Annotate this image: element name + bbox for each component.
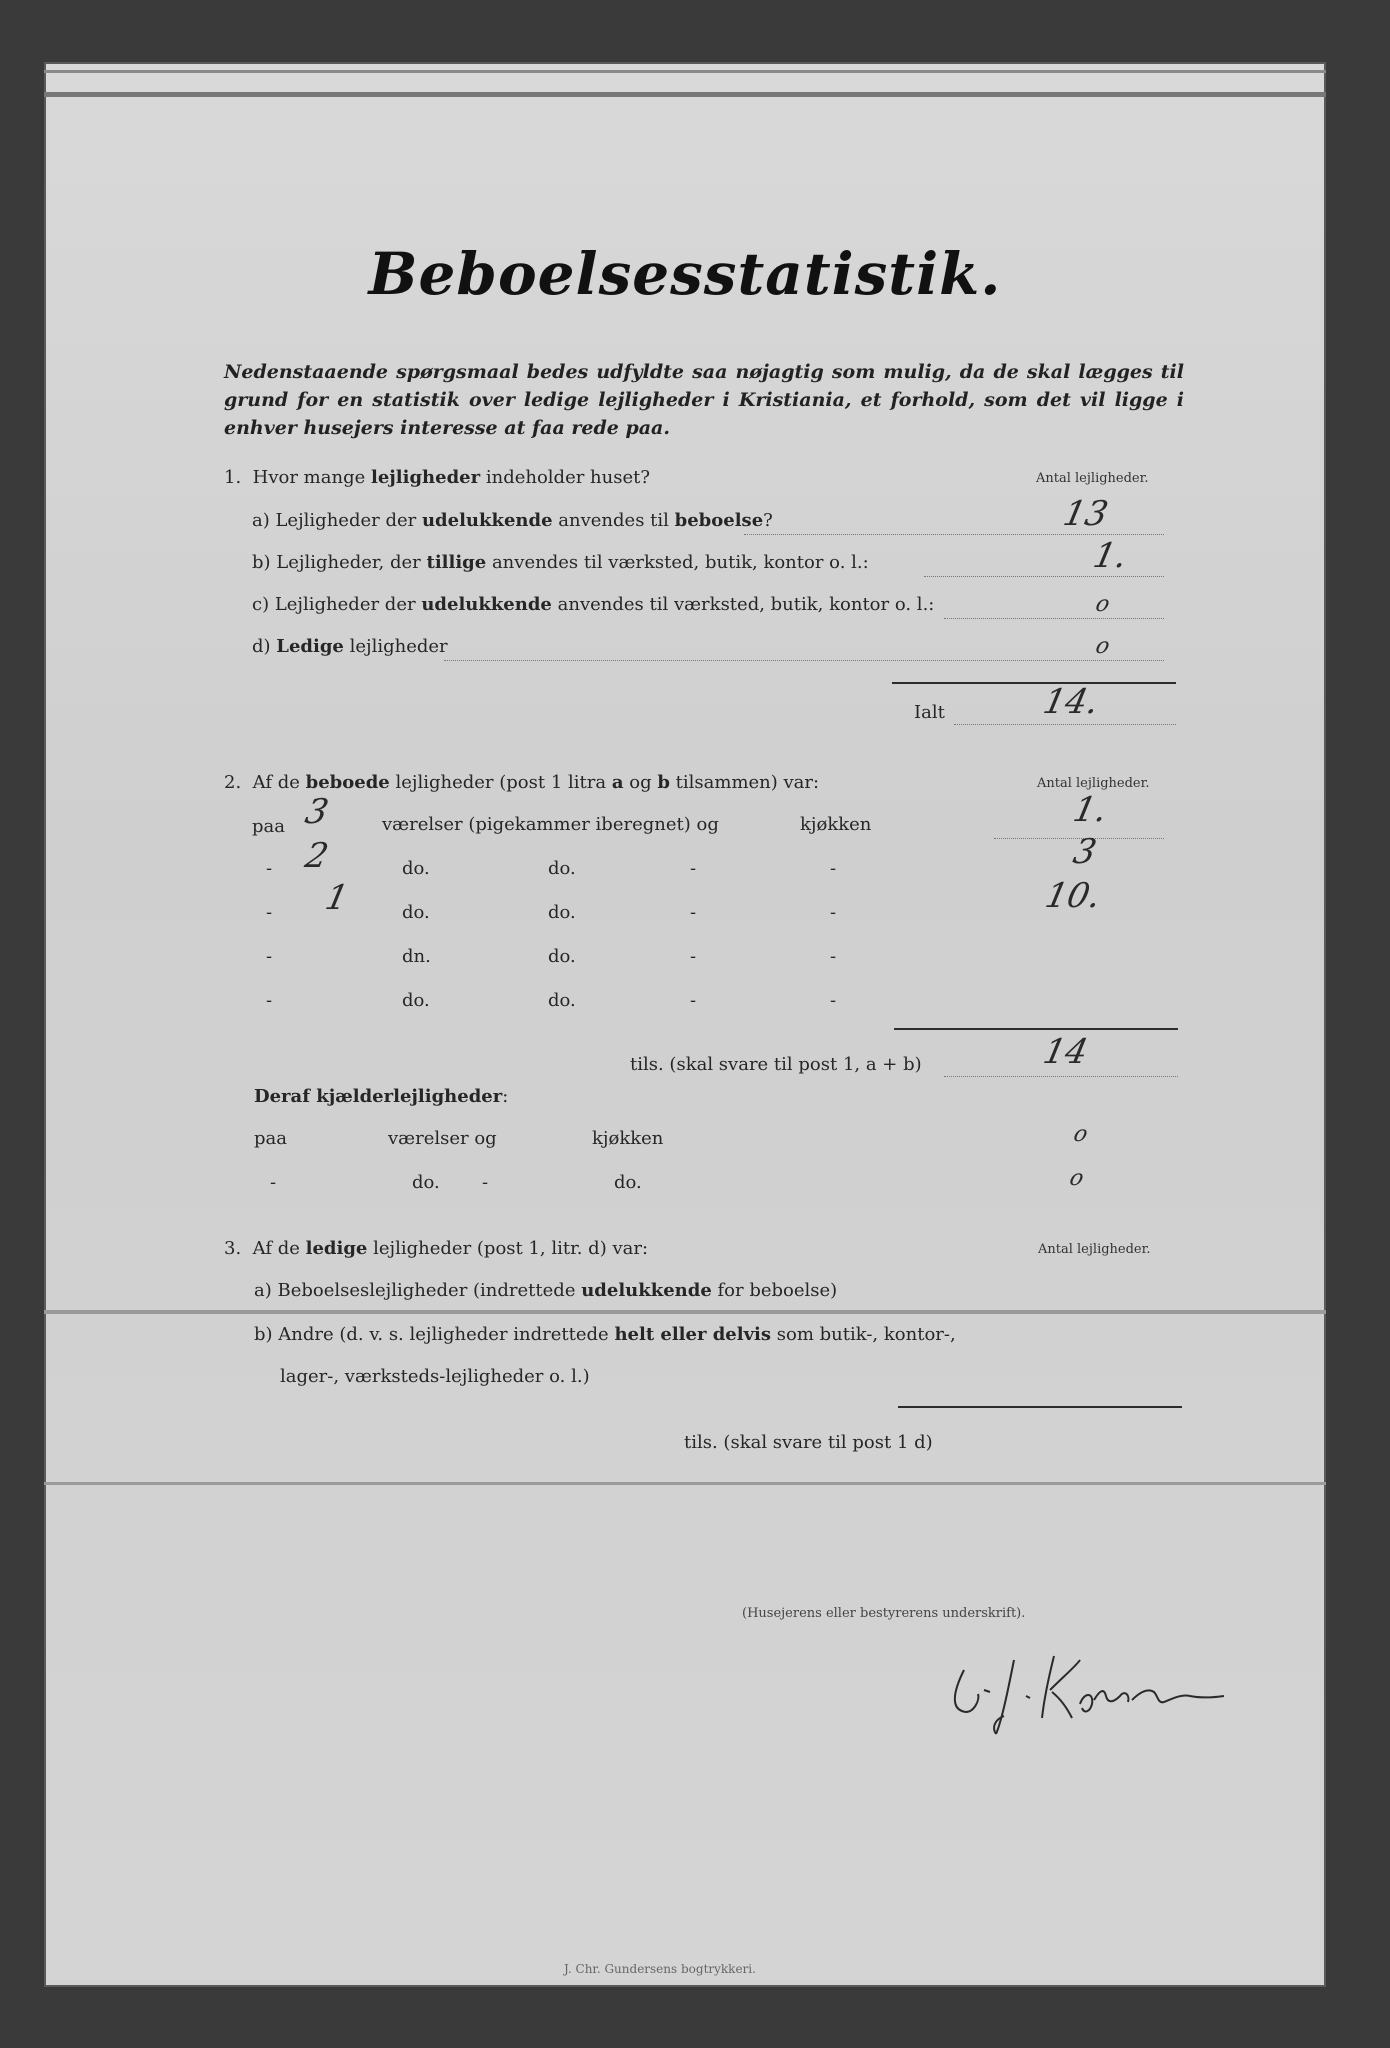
q1-row-b-label: b) Lejligheder, der tillige anvendes til værksted, butik, kontor o. l.: bbox=[252, 552, 869, 573]
binding-line-top bbox=[44, 70, 1326, 73]
q2-cellar-row2-dash: - bbox=[270, 1172, 277, 1193]
q2-row5-dash3: - bbox=[690, 990, 697, 1011]
q2-row3-value[interactable]: 10. bbox=[1041, 876, 1105, 916]
q1-row-a-value[interactable]: 13 bbox=[1059, 494, 1112, 534]
q2-row4-do1: dn. bbox=[402, 946, 431, 967]
q1-row-c-value[interactable]: o bbox=[1093, 592, 1112, 617]
q2-row4-dash: - bbox=[266, 946, 273, 967]
q2-total-label: tils. (skal svare til post 1, a + b) bbox=[630, 1054, 922, 1075]
q2-row2-do1: do. bbox=[402, 858, 430, 879]
q2-row2-value[interactable]: 3 bbox=[1069, 832, 1100, 872]
q3-row-b-label: b) Andre (d. v. s. lejligheder indrettede helt eller delvis som butik-, kontor-, bbox=[254, 1324, 956, 1345]
q2-row2-rooms[interactable]: 2 bbox=[301, 836, 332, 876]
q1-row-c-dots bbox=[944, 618, 1164, 619]
q2-cellar-title: Deraf kjælderlejligheder: bbox=[254, 1086, 509, 1107]
q2-total-dots bbox=[944, 1076, 1178, 1077]
q1-row-a-label: a) Lejligheder der udelukkende anvendes til beboelse? bbox=[252, 510, 773, 531]
q2-row5-dash: - bbox=[266, 990, 273, 1011]
q2-cellar-row2-do1: do. bbox=[412, 1172, 440, 1193]
intro-paragraph: Nedenstaaende spørgsmaal bedes udfyldte saa nøjagtig som mulig, da de skal lægges til grund for en statistik over ledige lejligheder i Kristiania, et forhold, som det vil ligge i enhver husejers interesse at faa rede paa. bbox=[224, 361, 1184, 439]
q1-row-b-dots bbox=[924, 576, 1164, 577]
q2-row4-dash3: - bbox=[690, 946, 697, 967]
q2-cellar-row1-value[interactable]: o bbox=[1071, 1122, 1090, 1147]
q1-total-value[interactable]: 14. bbox=[1039, 682, 1103, 722]
signature-icon bbox=[944, 1630, 1244, 1740]
q1-row-d-dots bbox=[444, 660, 1164, 661]
q2-row3-do1: do. bbox=[402, 902, 430, 923]
q2-row2-do2: do. bbox=[548, 858, 576, 879]
q1-row-d-label: d) Ledige lejligheder bbox=[252, 636, 448, 657]
q1-row-b-value[interactable]: 1. bbox=[1089, 536, 1131, 576]
q2-row5-do1: do. bbox=[402, 990, 430, 1011]
signature-caption: (Husejerens eller bestyrerens underskrift). bbox=[742, 1606, 1026, 1621]
q2-cellar-row2-value[interactable]: o bbox=[1067, 1166, 1086, 1191]
q1-row-a-dots bbox=[744, 534, 1164, 535]
q2-heading: 2. Af de beboede lejligheder (post 1 litra a og b tilsammen) var: bbox=[224, 772, 820, 793]
q2-cellar-row1-paa: paa bbox=[254, 1128, 287, 1149]
q2-row3-dash3: - bbox=[690, 902, 697, 923]
q2-row2-dash3: - bbox=[690, 858, 697, 879]
q2-row4-dash4: - bbox=[830, 946, 837, 967]
q2-cellar-row1-kitchen: kjøkken bbox=[592, 1128, 664, 1149]
q1-row-c-label: c) Lejligheder der udelukkende anvendes til værksted, butik, kontor o. l.: bbox=[252, 594, 935, 615]
q3-row-a-label: a) Beboelseslejligheder (indrettede udelukkende for beboelse) bbox=[254, 1280, 838, 1301]
q3-heading: 3. Af de ledige lejligheder (post 1, litr. d) var: bbox=[224, 1238, 649, 1259]
q2-row2-dash: - bbox=[266, 858, 273, 879]
q2-row3-do2: do. bbox=[548, 902, 576, 923]
q1-column-header: Antal lejligheder. bbox=[1036, 471, 1149, 486]
q3-column-header: Antal lejligheder. bbox=[1038, 1242, 1151, 1257]
q2-cellar-row2-dash2: - bbox=[482, 1172, 489, 1193]
q2-total-value[interactable]: 14 bbox=[1039, 1032, 1092, 1072]
q1-row-d-value[interactable]: o bbox=[1093, 634, 1112, 659]
q3-total-rule bbox=[898, 1406, 1182, 1408]
q2-row1-rooms[interactable]: 3 bbox=[301, 792, 332, 832]
binding-line-top-2 bbox=[44, 92, 1326, 97]
signature-handwritten[interactable] bbox=[944, 1630, 1244, 1740]
q2-row1-value[interactable]: 1. bbox=[1069, 790, 1111, 830]
q2-row3-dash4: - bbox=[830, 902, 837, 923]
q2-row1-kitchen: kjøkken bbox=[800, 814, 872, 835]
q2-row3-rooms[interactable]: 1 bbox=[321, 878, 352, 918]
form-title: Beboelsesstatistik. bbox=[368, 240, 1002, 308]
q2-row5-do2: do. bbox=[548, 990, 576, 1011]
q1-total-label: Ialt bbox=[914, 702, 945, 723]
q2-row2-dash4: - bbox=[830, 858, 837, 879]
q2-row5-dash4: - bbox=[830, 990, 837, 1011]
printer-imprint: J. Chr. Gundersens bogtrykkeri. bbox=[564, 1962, 756, 1976]
q1-heading: 1. Hvor mange lejligheder indeholder huset? bbox=[224, 467, 651, 488]
fold-line bbox=[44, 1310, 1326, 1314]
q2-row4-do2: do. bbox=[548, 946, 576, 967]
q1-total-dots bbox=[954, 724, 1176, 725]
q2-cellar-row1-label: værelser og bbox=[388, 1128, 497, 1149]
q3-row-b-line2: lager-, værksteds-lejligheder o. l.) bbox=[280, 1366, 590, 1387]
q1-total-rule bbox=[892, 682, 1176, 684]
q2-cellar-row2-do2: do. bbox=[614, 1172, 642, 1193]
q2-row1-paa: paa bbox=[252, 816, 285, 837]
q2-total-rule bbox=[894, 1028, 1178, 1030]
q2-row1-label: værelser (pigekammer iberegnet) og bbox=[382, 814, 719, 835]
section-divider bbox=[44, 1482, 1326, 1485]
census-form-page bbox=[44, 62, 1326, 1987]
q2-row3-dash: - bbox=[266, 902, 273, 923]
q3-total-label: tils. (skal svare til post 1 d) bbox=[684, 1432, 933, 1453]
q2-column-header: Antal lejligheder. bbox=[1037, 776, 1150, 791]
